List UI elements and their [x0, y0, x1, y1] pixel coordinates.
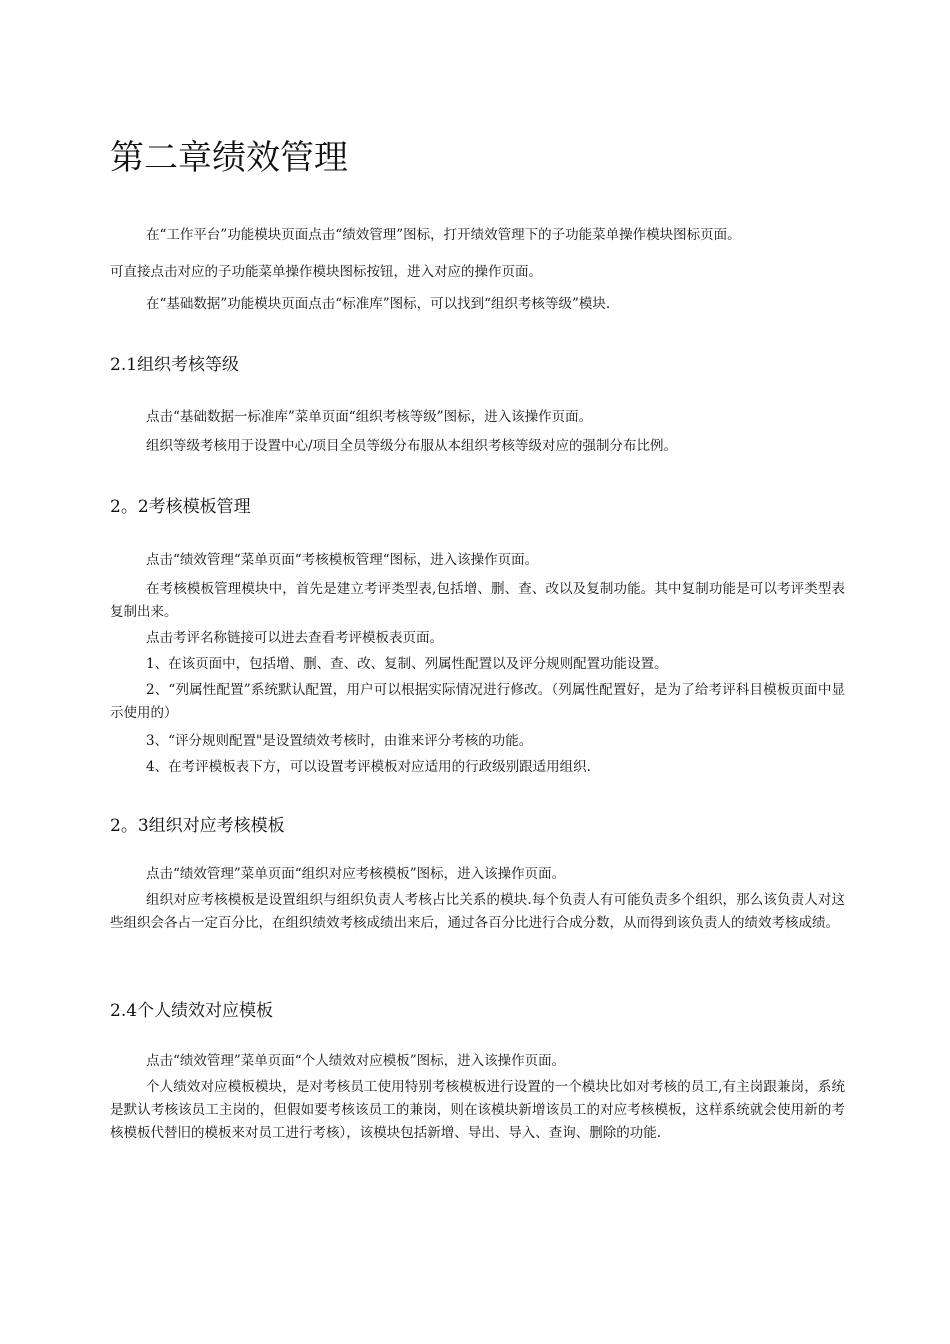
section-2-2-paragraph-5: 2、“列属性配置”系统默认配置，用户可以根据实际情况进行修改。（列属性配置好，是为了给考评科目模板页面中显示使用的） [110, 682, 845, 721]
section-heading-2-2: 2。2考核模板管理 [110, 497, 251, 517]
intro-paragraph-1: 在“工作平台”功能模块页面点击“绩效管理”图标，打开绩效管理下的子功能菜单操作模块图标页面。 [146, 227, 741, 243]
section-2-4-paragraph-1: 点击“绩效管理”菜单页面“个人绩效对应模板”图标，进入该操作页面。 [146, 1053, 566, 1069]
section-2-2-paragraph-3: 点击考评名称链接可以进去查看考评模板表页面。 [146, 630, 443, 646]
section-2-1-paragraph-2: 组织等级考核用于设置中心/项目全员等级分布服从本组织考核等级对应的强制分布比例。 [146, 438, 678, 454]
section-2-4-paragraph-2: 个人绩效对应模板模块，是对考核员工使用特别考核模板进行设置的一个模块比如对考核的员工,有主岗跟兼岗，系统是默认考核该员工主岗的，但假如要考核该员工的兼岗，则在该模块新增该员工的对应考核模板，这样系统就会使用新的考核模板代替旧的模板来对员工进行考核），该模块包括新增、导出、导入、查询、删除的功能. [110, 1079, 845, 1141]
section-2-2-paragraph-6: 3、“评分规则配置"是设置绩效考核时，由谁来评分考核的功能。 [146, 733, 533, 749]
section-2-1-paragraph-1: 点击“基础数据一标准库”菜单页面“组织考核等级”图标，进入该操作页面。 [146, 409, 593, 425]
section-2-3-paragraph-1: 点击“绩效管理”菜单页面“组织对应考核模板”图标，进入该操作页面。 [146, 866, 566, 882]
section-heading-2-3: 2。3组织对应考核模板 [110, 816, 285, 836]
intro-paragraph-3: 在“基础数据”功能模块页面点击“标准库”图标，可以找到“组织考核等级”模块. [146, 296, 611, 312]
chapter-title: 第二章绩效管理 [110, 138, 348, 178]
section-2-2-paragraph-2: 在考核模板管理模块中，首先是建立考评类型表,包括增、删、查、改以及复制功能。其中复制功能是可以考评类型表复制出来。 [110, 581, 845, 620]
section-heading-2-1: 2.1组织考核等级 [110, 355, 240, 375]
section-2-2-paragraph-7: 4、在考评模板表下方，可以设置考评模板对应适用的行政级别跟适用组织. [146, 759, 591, 775]
section-2-2-paragraph-1: 点击“绩效管理“菜单页面“考核模板管理“图标，进入该操作页面。 [146, 552, 539, 568]
section-2-2-paragraph-4: 1、在该页面中，包括增、删、查、改、复制、列属性配置以及评分规则配置功能设置。 [146, 656, 668, 672]
intro-paragraph-2: 可直接点击对应的子功能菜单操作模块图标按钮，进入对应的操作页面。 [110, 264, 542, 280]
section-2-3-paragraph-2: 组织对应考核模板是设置组织与组织负责人考核占比关系的模块.每个负责人有可能负责多个组织，那么该负责人对这些组织会各占一定百分比，在组织绩效考核成绩出来后，通过各百分比进行合成分数，从而得到该负责人的绩效考核成绩。 [110, 892, 845, 931]
section-heading-2-4: 2.4个人绩效对应模板 [110, 1001, 274, 1021]
